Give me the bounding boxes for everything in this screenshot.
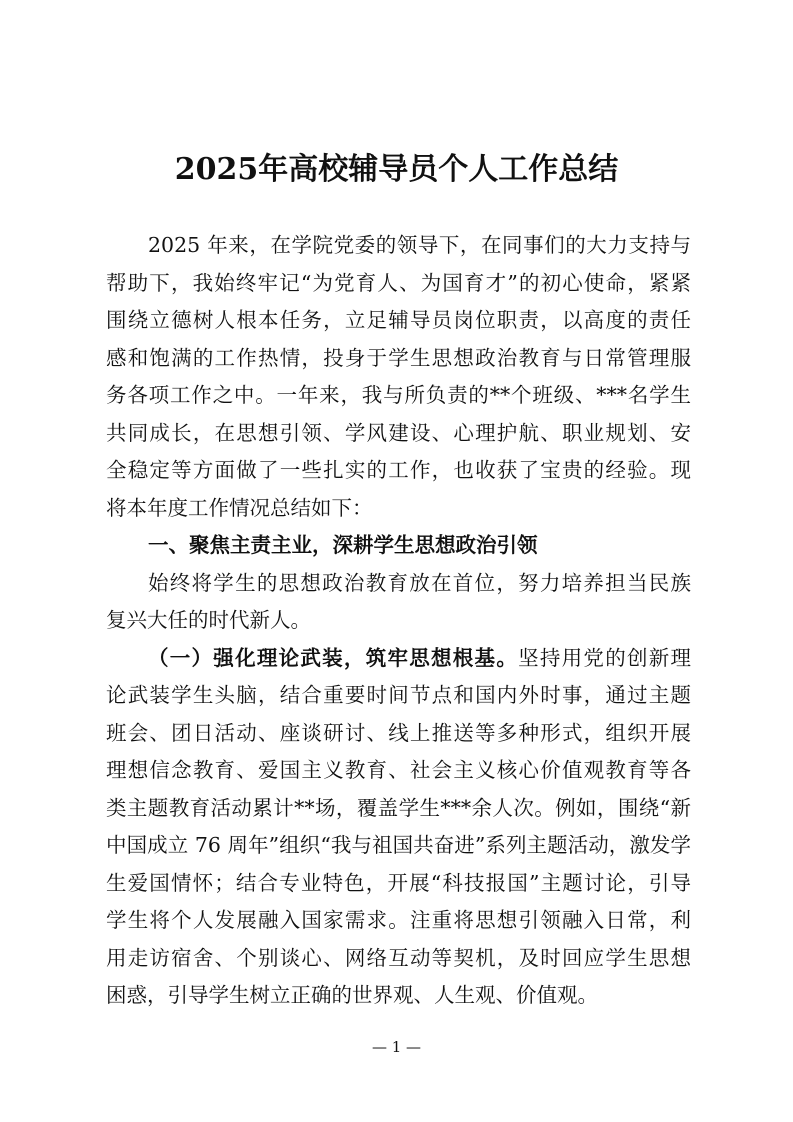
- paragraph-line: [106, 640, 691, 678]
- paragraph-line: 感和饱满的工作热情，投身于学生思想政治教育与日常管理服: [106, 345, 691, 370]
- paragraph-line: 类主题教育活动累计**场，覆盖学生***余人次。例如，围绕“新: [106, 795, 691, 820]
- subsection-paragraph: [106, 640, 691, 1015]
- document-body: [106, 227, 691, 1015]
- section-intro-paragraph: [106, 565, 691, 640]
- paragraph-line: 学生将个人发展融入国家需求。注重将思想引领融入日常，利: [106, 908, 691, 932]
- paragraph-line: 复兴大任的时代新人。: [106, 608, 311, 632]
- paragraph-line: 始终将学生的思想政治教育放在首位，努力培养担当民族: [148, 570, 691, 595]
- paragraph-line: 全稳定等方面做了一些扎实的工作，也收获了宝贵的经验。现: [106, 458, 691, 482]
- paragraph-line: 共同成长，在思想引领、学风建设、心理护航、职业规划、安: [106, 420, 691, 445]
- paragraph-line: 生爱国情怀；结合专业特色，开展“科技报国”主题讨论，引导: [106, 870, 691, 895]
- paragraph-line: 班会、团日活动、座谈研讨、线上推送等多种形式，组织开展: [106, 720, 691, 745]
- document-title: 2025年高校辅导员个人工作总结: [174, 152, 619, 187]
- section-heading: 一、聚焦主责主业，深耕学生思想政治引领: [148, 533, 538, 557]
- paragraph-line: 2025 年来，在学院党委的领导下，在同事们的大力支持与: [148, 233, 691, 257]
- paragraph-line: 帮助下，我始终牢记“为党育人、为国育才”的初心使命，紧紧: [106, 270, 691, 295]
- paragraph-line: 用走访宿舍、个别谈心、网络互动等契机，及时回应学生思想: [106, 945, 691, 970]
- paragraph-text: 坚持用党的创新理: [518, 645, 691, 670]
- intro-paragraph: [106, 227, 691, 527]
- paragraph-line: 论武装学生头脑，结合重要时间节点和国内外时事，通过主题: [106, 683, 691, 707]
- paragraph-line: 中国成立 76 周年”组织“我与祖国共奋进”系列主题活动，激发学: [106, 833, 691, 857]
- paragraph-line: 理想信念教育、爱国主义教育、社会主义核心价值观教育等各: [106, 758, 691, 782]
- paragraph-line: 将本年度工作情况总结如下：: [106, 495, 373, 520]
- paragraph-line: 困惑，引导学生树立正确的世界观、人生观、价值观。: [106, 983, 598, 1007]
- paragraph-line: 务各项工作之中。一年来，我与所负责的**个班级、***名学生: [106, 383, 691, 407]
- page-number: — 1 —: [371, 1038, 422, 1056]
- subsection-heading: （一）强化理论武装，筑牢思想根基。: [148, 645, 519, 670]
- paragraph-line: 围绕立德树人根本任务，立足辅导员岗位职责，以高度的责任: [106, 308, 691, 332]
